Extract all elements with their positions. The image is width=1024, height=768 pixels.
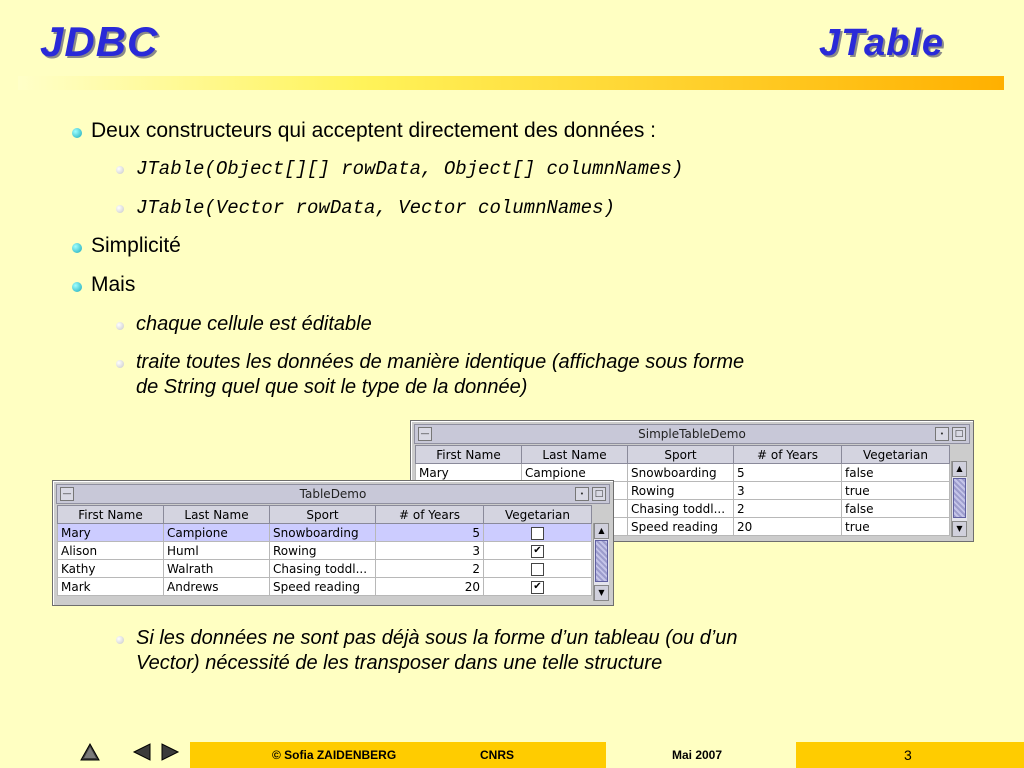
table-row[interactable] — [416, 464, 950, 482]
table-cell[interactable]: Campione — [522, 464, 628, 482]
minimize-icon[interactable]: • — [575, 487, 589, 501]
vertical-scrollbar[interactable] — [951, 461, 967, 537]
table-cell[interactable]: Snowboarding — [270, 524, 376, 542]
bullet-text: Mais — [91, 273, 136, 296]
maximize-icon[interactable]: □ — [592, 487, 606, 501]
table-cell[interactable]: Rowing — [270, 542, 376, 560]
table-cell[interactable]: Mary — [58, 524, 164, 542]
window-titlebar[interactable] — [414, 424, 970, 444]
scroll-up-icon[interactable]: ▲ — [594, 523, 609, 539]
bullet-text: Vector) nécessité de les transposer dans une telle structure — [136, 652, 663, 674]
footer-bar — [190, 742, 606, 768]
table-row[interactable] — [58, 560, 592, 578]
vertical-scrollbar[interactable] — [593, 523, 609, 601]
table-cell[interactable]: 5 — [734, 464, 842, 482]
column-header[interactable]: Sport — [270, 506, 376, 524]
table-cell[interactable]: 3 — [376, 542, 484, 560]
vegetarian-checkbox[interactable]: ✔ — [531, 581, 544, 594]
sub-bullet-dot-icon — [116, 205, 124, 213]
table-cell[interactable]: Huml — [164, 542, 270, 560]
checkbox-cell[interactable] — [484, 578, 592, 596]
table-demo-table[interactable] — [57, 505, 592, 596]
column-header[interactable]: Last Name — [164, 506, 270, 524]
table-cell[interactable]: Chasing toddl... — [628, 500, 734, 518]
bullet-text: Simplicité — [91, 234, 181, 257]
table-cell[interactable]: 3 — [734, 482, 842, 500]
table-cell[interactable]: Mary — [416, 464, 522, 482]
scroll-thumb[interactable] — [595, 540, 608, 582]
header-gradient-bar — [18, 76, 1004, 90]
table-cell[interactable]: Chasing toddl... — [270, 560, 376, 578]
column-header[interactable]: # of Years — [376, 506, 484, 524]
column-header[interactable]: Vegetarian — [484, 506, 592, 524]
column-header[interactable]: Vegetarian — [842, 446, 950, 464]
nav-previous-icon[interactable] — [132, 742, 152, 768]
table-cell[interactable]: Kathy — [58, 560, 164, 578]
slide-title-left: JDBC — [40, 18, 159, 65]
footer-date: Mai 2007 — [672, 748, 723, 762]
code-line: JTable(Object[][] rowData, Object[] columnNames) — [136, 158, 684, 180]
code-line: JTable(Vector rowData, Vector columnNames) — [136, 197, 615, 219]
table-cell[interactable]: false — [842, 464, 950, 482]
bullet-text: chaque cellule est éditable — [136, 313, 372, 335]
maximize-icon[interactable]: □ — [952, 427, 966, 441]
sub-bullet-dot-icon — [116, 360, 124, 368]
sub-bullet-dot-icon — [116, 166, 124, 174]
checkbox-cell[interactable] — [484, 542, 592, 560]
column-header[interactable]: Sport — [628, 446, 734, 464]
slide-title-right: JTable — [819, 22, 944, 64]
table-cell[interactable]: true — [842, 518, 950, 536]
table-cell[interactable]: Walrath — [164, 560, 270, 578]
checkbox-cell[interactable] — [484, 560, 592, 578]
table-cell[interactable]: 20 — [376, 578, 484, 596]
column-header[interactable]: Last Name — [522, 446, 628, 464]
window-menu-icon[interactable]: — — [418, 427, 432, 441]
sub-bullet-dot-icon — [116, 636, 124, 644]
table-demo-window — [52, 480, 614, 606]
footer-org: CNRS — [480, 748, 515, 762]
column-header[interactable]: # of Years — [734, 446, 842, 464]
bullet-text: Deux constructeurs qui acceptent directement des données : — [91, 119, 656, 142]
table-cell[interactable]: Mark — [58, 578, 164, 596]
table-cell[interactable]: Andrews — [164, 578, 270, 596]
footer-author: © Sofia ZAIDENBERG — [272, 748, 397, 762]
table-cell[interactable]: Speed reading — [270, 578, 376, 596]
nav-home-icon[interactable] — [80, 742, 100, 768]
vegetarian-checkbox[interactable] — [531, 563, 544, 576]
sub-bullet-dot-icon — [116, 322, 124, 330]
bullet-text: traite toutes les données de manière identique (affichage sous forme — [136, 351, 745, 373]
bullet-text: Si les données ne sont pas déjà sous la forme d’un tableau (ou d’un — [136, 627, 738, 649]
vegetarian-checkbox[interactable] — [531, 527, 544, 540]
table-cell[interactable]: Campione — [164, 524, 270, 542]
table-cell[interactable]: Snowboarding — [628, 464, 734, 482]
table-row[interactable] — [58, 578, 592, 596]
window-menu-icon[interactable]: — — [60, 487, 74, 501]
scroll-down-icon[interactable]: ▼ — [952, 521, 967, 537]
window-titlebar[interactable] — [56, 484, 610, 504]
table-row[interactable] — [58, 524, 592, 542]
bullet-dot-icon — [72, 243, 82, 253]
column-header[interactable]: First Name — [58, 506, 164, 524]
table-cell[interactable]: true — [842, 482, 950, 500]
checkbox-cell[interactable] — [484, 524, 592, 542]
page-number: 3 — [904, 747, 912, 763]
table-cell[interactable]: 2 — [376, 560, 484, 578]
minimize-icon[interactable]: • — [935, 427, 949, 441]
column-header[interactable]: First Name — [416, 446, 522, 464]
nav-next-icon[interactable] — [160, 742, 180, 768]
table-row[interactable] — [58, 542, 592, 560]
table-cell[interactable]: Rowing — [628, 482, 734, 500]
table-cell[interactable]: Alison — [58, 542, 164, 560]
table-cell[interactable]: 5 — [376, 524, 484, 542]
table-cell[interactable]: 20 — [734, 518, 842, 536]
window-title: TableDemo — [299, 487, 367, 501]
table-cell[interactable]: false — [842, 500, 950, 518]
bullet-text: de String quel que soit le type de la donnée) — [136, 376, 528, 398]
table-cell[interactable]: 2 — [734, 500, 842, 518]
bullet-dot-icon — [72, 128, 82, 138]
table-cell[interactable]: Speed reading — [628, 518, 734, 536]
footer-page-bar — [796, 742, 1024, 768]
scroll-down-icon[interactable]: ▼ — [594, 585, 609, 601]
vegetarian-checkbox[interactable]: ✔ — [531, 545, 544, 558]
scroll-thumb[interactable] — [953, 478, 966, 518]
window-title: SimpleTableDemo — [638, 427, 746, 441]
scroll-up-icon[interactable]: ▲ — [952, 461, 967, 477]
bullet-dot-icon — [72, 282, 82, 292]
